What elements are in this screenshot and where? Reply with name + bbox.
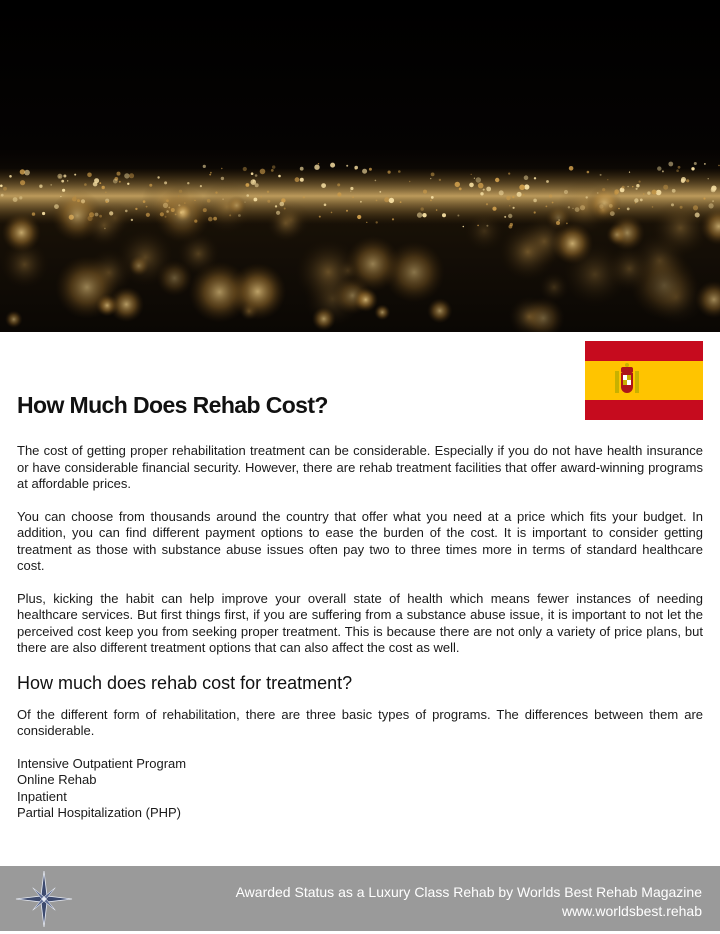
sparkle-dot: [569, 166, 574, 171]
sparkle-dot: [300, 178, 304, 182]
sparkle-dot: [629, 172, 630, 173]
sparkle-dot: [430, 178, 431, 179]
sparkle-dot: [379, 191, 381, 193]
sparkle-dot: [508, 214, 512, 218]
program-list: [17, 756, 703, 822]
sparkle-dot: [709, 203, 714, 208]
sparkle-dot: [295, 177, 300, 182]
page-title: How Much Does Rehab Cost?: [17, 392, 328, 418]
sparkle-dot: [627, 186, 628, 187]
sparkle-dot: [346, 165, 348, 167]
bokeh-light: [55, 256, 118, 319]
sparkle-dot: [439, 179, 441, 181]
sparkle-dot: [442, 213, 446, 217]
sparkle-dot: [431, 173, 435, 177]
sparkle-dot: [350, 191, 351, 192]
sparkle-dot: [691, 167, 694, 170]
bokeh-light: [500, 224, 557, 281]
sparkle-dot: [0, 185, 3, 188]
sparkle-dot: [474, 178, 475, 179]
sparkle-dot: [672, 189, 676, 193]
sparkle-dot: [300, 167, 304, 171]
award-text: [236, 883, 702, 921]
sparkle-dot: [513, 207, 515, 209]
sparkle-dot: [42, 212, 45, 215]
bokeh-light: [374, 304, 390, 320]
sparkle-dot: [99, 182, 101, 184]
sparkle-dot: [376, 200, 378, 202]
sparkle-dot: [331, 212, 333, 214]
sparkle-dot: [417, 212, 422, 217]
sparkle-dot: [384, 197, 389, 202]
sparkle-dot: [627, 208, 630, 211]
sparkle-dot: [221, 177, 224, 180]
hero-banner-image: [0, 0, 720, 332]
sparkle-dot: [457, 215, 459, 217]
sparkle-dot: [357, 215, 361, 219]
sparkle-dot: [398, 170, 401, 173]
sparkle-dot: [3, 187, 7, 191]
sparkle-dot: [647, 191, 650, 194]
sparkle-dot: [636, 184, 639, 187]
sparkle-dot: [469, 183, 474, 188]
bokeh-light: [157, 260, 193, 296]
sparkle-dot: [430, 200, 432, 202]
sparkle-dot: [243, 167, 247, 171]
list-item: Intensive Outpatient Program: [17, 755, 187, 771]
sparkle-dot: [260, 169, 266, 175]
sparkle-dot: [375, 180, 377, 182]
bokeh-lights-illustration: [0, 0, 720, 332]
sparkle-dot: [303, 196, 305, 198]
sparkle-dot: [533, 199, 537, 203]
sparkle-dot: [422, 213, 426, 217]
sparkle-dot: [352, 196, 354, 198]
bokeh-light: [296, 240, 361, 305]
sparkle-dot: [13, 197, 18, 202]
sparkle-dot: [102, 186, 105, 189]
sparkle-dot: [50, 184, 52, 186]
sparkle-dot: [508, 173, 510, 175]
bokeh-light: [189, 262, 250, 323]
sparkle-dot: [519, 185, 525, 191]
sparkle-dot: [119, 181, 121, 183]
sparkle-dot: [366, 222, 367, 223]
sparkle-dot: [74, 174, 76, 176]
sparkle-dot: [431, 196, 434, 199]
sparkle-dot: [524, 175, 529, 180]
sparkle-dot: [20, 180, 25, 185]
sparkle-dot: [634, 198, 638, 202]
sparkle-dot: [350, 187, 353, 190]
sparkle-dot: [400, 201, 402, 203]
sparkle-dot: [267, 191, 269, 193]
sparkle-dot: [492, 207, 496, 211]
sparkle-dot: [703, 197, 705, 199]
sparkle-dot: [436, 209, 438, 211]
sparkle-dot: [681, 179, 685, 183]
sparkle-dot: [246, 183, 250, 187]
sparkle-dot: [643, 193, 645, 195]
sparkle-dot: [105, 192, 107, 194]
sparkle-dot: [337, 192, 341, 196]
sparkle-dot: [187, 182, 189, 184]
sparkle-dot: [63, 175, 66, 178]
sparkle-dot: [549, 194, 552, 197]
sparkle-dot: [221, 168, 222, 169]
sparkle-dot: [668, 162, 673, 167]
sparkle-dot: [324, 204, 327, 207]
sparkle-dot: [87, 173, 92, 178]
compass-star-icon: [14, 869, 74, 929]
sparkle-dot: [486, 203, 488, 205]
sparkle-dot: [319, 216, 321, 218]
sparkle-dot: [369, 168, 372, 171]
sparkle-dot: [711, 186, 716, 191]
sparkle-dot: [423, 190, 427, 194]
paragraph-health: Plus, kicking the habit can help improve your overall state of health which means fewer instances of needing healthcare services. But first things first, if you are suffering from a substance abuse issue, it is important to not let the perceived cost keep you from seeking proper treatment. This is because there are not only a variety of price plans, but there are also different treatment options that can also affect the cost as well.: [17, 590, 703, 655]
bokeh-light: [5, 311, 23, 329]
bokeh-light: [83, 205, 124, 246]
paragraph-options: You can choose from thousands around the country that offer what you need at a price which fits your budget. In addition, you can find different payment options to ease the burden of the cost. It is important to consider getting treatment as those with substance abuse issues often pay two to three times more in terms of standard healthcare cost.: [17, 508, 703, 573]
award-line: Awarded Status as a Luxury Class Rehab by Worlds Best Rehab Magazine: [235, 884, 702, 900]
sparkle-dot: [321, 183, 326, 188]
sparkle-dot: [330, 163, 335, 168]
sparkle-dot: [57, 174, 62, 179]
sparkle-dot: [712, 200, 714, 202]
sparkle-dot: [546, 206, 548, 208]
sparkle-dot: [113, 179, 118, 184]
list-item: Inpatient: [17, 788, 67, 804]
sparkle-dot: [478, 183, 484, 189]
sparkle-dot: [600, 174, 602, 176]
bokeh-light: [632, 233, 688, 289]
sparkle-dot: [607, 179, 608, 180]
sparkle-dot: [1, 194, 4, 197]
bokeh-light: [201, 181, 253, 233]
sparkle-dot: [346, 210, 348, 212]
sparkle-dot: [409, 181, 410, 182]
section-heading: How much does rehab cost for treatment?: [17, 672, 353, 693]
sparkle-dot: [686, 179, 689, 182]
sparkle-dot: [718, 165, 719, 166]
bokeh-light: [427, 298, 452, 323]
sparkle-dot: [392, 218, 394, 220]
sparkle-dot: [455, 182, 460, 187]
sparkle-dot: [209, 174, 211, 176]
sparkle-dot: [524, 184, 529, 189]
sparkle-dot: [517, 192, 522, 197]
sparkle-dot: [694, 162, 697, 165]
sparkle-dot: [200, 185, 202, 187]
sparkle-dot: [483, 189, 485, 191]
footer-bar: [0, 866, 720, 931]
sparkle-dot: [271, 169, 274, 172]
sparkle-dot: [389, 198, 394, 203]
sparkle-dot: [504, 216, 506, 218]
sparkle-dot: [32, 212, 35, 215]
paragraph-intro: The cost of getting proper rehabilitation treatment can be considerable. Especially if you do not have health insurance or have considerable financial security. However, there are rehab treatment facilities that offer award-winning programs at affordable prices.: [17, 443, 703, 491]
sparkle-dot: [203, 165, 206, 168]
sparkle-dot: [704, 163, 706, 165]
sparkle-dot: [84, 183, 87, 186]
sparkle-dot: [255, 183, 259, 187]
sparkle-dot: [463, 226, 465, 228]
sparkle-dot: [459, 188, 462, 191]
sparkle-dot: [708, 178, 709, 179]
sparkle-dot: [676, 169, 679, 172]
sparkle-dot: [652, 190, 657, 195]
bokeh-light: [109, 287, 144, 322]
sparkle-dot: [622, 186, 625, 189]
sparkle-dot: [24, 170, 30, 176]
sparkle-dot: [534, 177, 536, 179]
sparkle-dot: [636, 188, 638, 190]
sparkle-dot: [20, 169, 25, 174]
sparkle-dot: [546, 180, 549, 183]
bokeh-light: [465, 211, 505, 251]
sparkle-dot: [495, 178, 499, 182]
sparkle-dot: [476, 177, 481, 182]
sparkle-dot: [499, 190, 504, 195]
sparkle-dot: [267, 200, 270, 203]
sparkle-dot: [632, 186, 633, 187]
sparkle-dot: [388, 171, 391, 174]
sparkle-dot: [471, 174, 472, 175]
sparkle-dot: [509, 205, 510, 206]
sparkle-dot: [421, 207, 424, 210]
sparkle-dot: [652, 206, 654, 208]
sparkle-dot: [663, 185, 668, 190]
sparkle-dot: [318, 163, 319, 164]
sparkle-dot: [376, 221, 378, 223]
sparkle-dot: [278, 175, 281, 178]
sparkle-dot: [254, 198, 258, 202]
sparkle-dot: [62, 189, 65, 192]
sparkle-dot: [552, 202, 554, 204]
sparkle-dot: [255, 174, 258, 177]
sparkle-dot: [124, 173, 129, 178]
sparkle-dot: [662, 170, 664, 172]
sparkle-dot: [656, 190, 662, 196]
sparkle-dot: [135, 208, 137, 210]
sparkle-dot: [522, 194, 524, 196]
sparkle-dot: [93, 182, 98, 187]
sparkle-dot: [251, 172, 254, 175]
bokeh-light: [2, 213, 41, 252]
sparkle-dot: [210, 172, 212, 174]
sparkle-dot: [480, 192, 483, 195]
sparkle-dot: [39, 185, 42, 188]
list-item: Partial Hospitalization (PHP): [17, 805, 182, 820]
bokeh-light: [606, 224, 628, 246]
sparkle-dot: [362, 169, 367, 174]
sparkle-dot: [19, 196, 22, 199]
sparkle-dot: [678, 166, 681, 169]
sparkle-dot: [354, 166, 358, 170]
sparkle-dot: [640, 199, 643, 202]
article-content: [17, 392, 703, 822]
sparkle-dot: [129, 173, 134, 178]
sparkle-dot: [360, 201, 362, 203]
website-link[interactable]: www.worldsbest.rehab: [561, 903, 702, 919]
sparkle-dot: [260, 196, 262, 198]
sparkle-dot: [486, 187, 491, 192]
sparkle-dot: [639, 181, 641, 183]
sparkle-dot: [106, 201, 108, 203]
bokeh-light: [272, 201, 311, 240]
sparkle-dot: [506, 196, 510, 200]
sparkle-dot: [314, 165, 319, 170]
sparkle-dot: [9, 175, 12, 178]
paragraph-program-types: Of the different form of rehabilitation, there are three basic types of programs. The differences between them are considerable.: [17, 706, 703, 738]
sparkle-dot: [337, 183, 340, 186]
sparkle-dot: [61, 180, 64, 183]
sparkle-dot: [534, 211, 536, 213]
sparkle-dot: [127, 183, 129, 185]
list-item: Online Rehab: [17, 772, 97, 787]
sparkle-dot: [272, 165, 275, 168]
sparkle-dot: [512, 196, 514, 198]
sparkle-dot: [117, 172, 121, 176]
bokeh-light: [595, 202, 611, 218]
sparkle-dot: [657, 166, 661, 170]
sparkle-dot: [510, 223, 513, 226]
sparkle-dot: [587, 171, 590, 174]
sparkle-dot: [67, 180, 68, 181]
